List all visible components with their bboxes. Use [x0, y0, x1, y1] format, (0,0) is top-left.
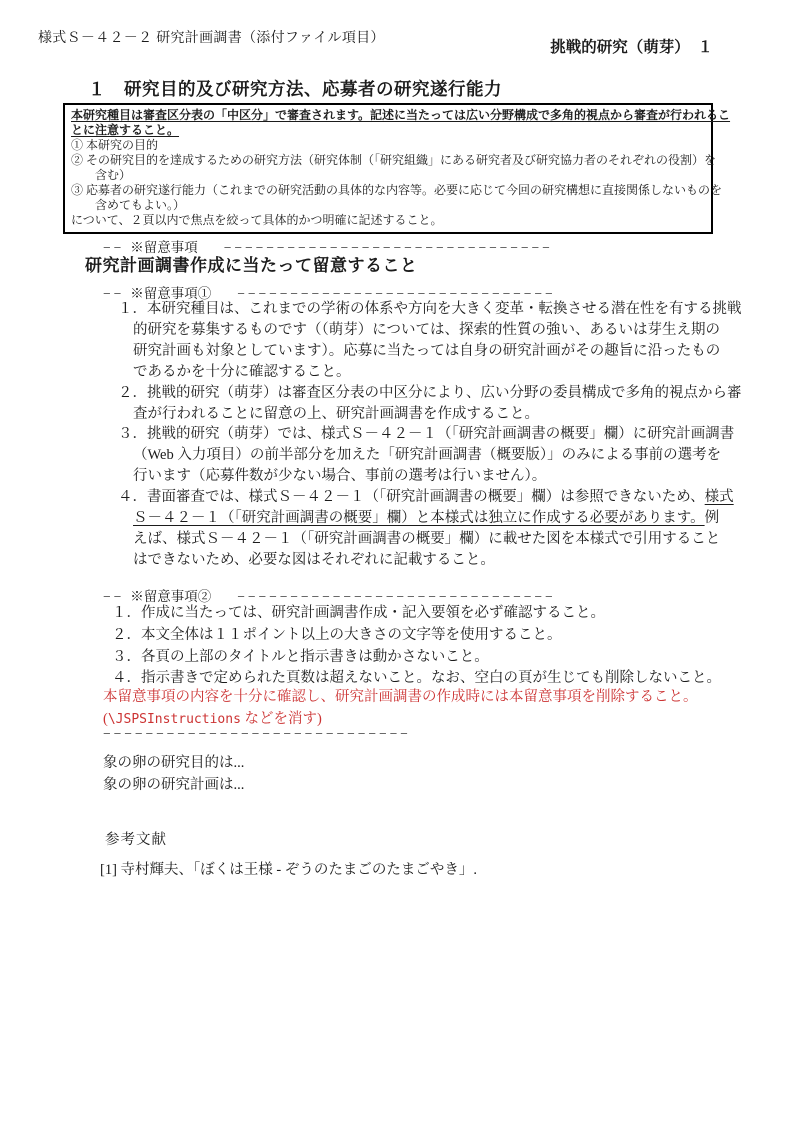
body-text-purpose: 象の卵の研究目的は...	[103, 755, 245, 771]
rule-dash-prefix: −−	[103, 286, 125, 301]
category-page-header: 挑戦的研究（萌芽） １	[550, 39, 713, 56]
rule-dash-suffix: −−−−−−−−−−−−−−−−−−−−−−−−−−−−−−	[237, 589, 556, 604]
notes-group-1	[118, 299, 742, 571]
note-item-1: １．本研究種目は、これまでの学術の体系や方向を大きく変革・転換させる潜在性を有する挑戦 的研究を募集するものです（（萌芽）については、探索的性質の強い、あるいは芽生え期の 研究計画も対象としています）。応募に当たっては自身の研究計画がその趣旨に沿ったもの であるかを十分に確認すること。	[118, 301, 742, 380]
instruction-box-footer: について、２頁以内で焦点を絞って具体的かつ明確に記述すること。	[71, 213, 443, 227]
rule-dash-prefix: −−	[103, 240, 125, 255]
notes-title: 研究計画調書作成に当たって留意すること	[85, 256, 418, 275]
rule-dash-prefix: −−	[103, 589, 125, 604]
note2-item-4: ４．指示書きで定められた頁数は超えないこと。なお、空白の頁が生じても削除しないこと。	[112, 670, 721, 687]
instruction-box-item-1: ① 本研究の目的	[71, 138, 159, 152]
deletion-warning-line-2: (\JSPSInstructions などを消す)	[103, 710, 322, 727]
note2-item-3: ３．各頁の上部のタイトルと指示書きは動かさないこと。	[112, 648, 489, 665]
rule-label: ※留意事項②	[130, 589, 212, 604]
note-item-3: ３．挑戦的研究（萌芽）では、様式Ｓ－４２－１（「研究計画調書の概要」欄）に研究計画調書 （Web 入力項目）の前半部分を加えた「研究計画調書（概要版）」のみによる事前の選考を 行います（応募件数が少ない場合、事前の選考は行いません）。	[118, 426, 735, 485]
section-title: １ 研究目的及び研究方法、応募者の研究遂行能力	[88, 79, 502, 99]
note2-item-1: １．作成に当たっては、研究計画調書作成・記入要領を必ず確認すること。	[112, 605, 605, 621]
rule-dash-suffix: −−−−−−−−−−−−−−−−−−−−−−−−−−−−−−	[237, 286, 556, 301]
note2-item-2: ２．本文全体は１１ポイント以上の大きさの文字等を使用すること。	[112, 626, 562, 643]
note-item-2: ２．挑戦的研究（萌芽）は審査区分表の中区分により、広い分野の委員構成で多角的視点から審 査が行われることに留意の上、研究計画調書を作成すること。	[118, 384, 742, 422]
instruction-box-heading: 本研究種目は審査区分表の「中区分」で審査されます。記述に当たっては広い分野構成で多角的視点から審査が行われるこ とに注意すること。	[71, 108, 731, 137]
rule-dash-suffix: −−−−−−−−−−−−−−−−−−−−−−−−−−−−−−−	[223, 240, 553, 255]
rule-label: ※留意事項	[130, 240, 198, 255]
form-code-header: 様式Ｓ－４２－２ 研究計画調書（添付ファイル項目）	[38, 31, 385, 46]
dashed-separator: −−−−−−−−−−−−−−−−−−−−−−−−−−−−−	[103, 726, 411, 741]
instruction-box	[63, 103, 731, 234]
deletion-warning	[103, 687, 698, 730]
notes-rule-2	[103, 585, 556, 605]
deletion-warning-line-1: 本留意事項の内容を十分に確認し、研究計画調書の作成時には本留意事項を削除すること。	[103, 689, 698, 705]
reference-entry-1: [1] 寺村輝夫、「ぼくは王様 - ぞうのたまごのたまごやき」.	[100, 862, 477, 878]
note-item-4: ４．書面審査では、様式Ｓ－４２－１（「研究計画調書の概要」欄）は参照できないため、様式 Ｓ－４２－１（「研究計画調書の概要」欄）と本様式は独立に作成する必要があります。例 えば、様式Ｓ－４２－１（「研究計画調書の概要」欄）に載せた図を本様式で引用すること はできないため、必要な図はそれぞれに記載すること。	[118, 489, 734, 568]
instruction-box-item-3: ③ 応募者の研究遂行能力（これまでの研究活動の具体的な内容等。必要に応じて今回の研究構想に直接関係しないものを 含めてもよい。）	[71, 183, 723, 212]
body-text-plan: 象の卵の研究計画は...	[103, 777, 245, 793]
rule-label: ※留意事項①	[130, 286, 212, 301]
instruction-box-item-2: ② その研究目的を達成するための研究方法（研究体制（「研究組織」にある研究者及び研究協力者のそれぞれの役割）を 含む）	[71, 153, 717, 182]
references-heading: 参考文献	[105, 832, 167, 848]
notes-group-2	[112, 603, 721, 690]
